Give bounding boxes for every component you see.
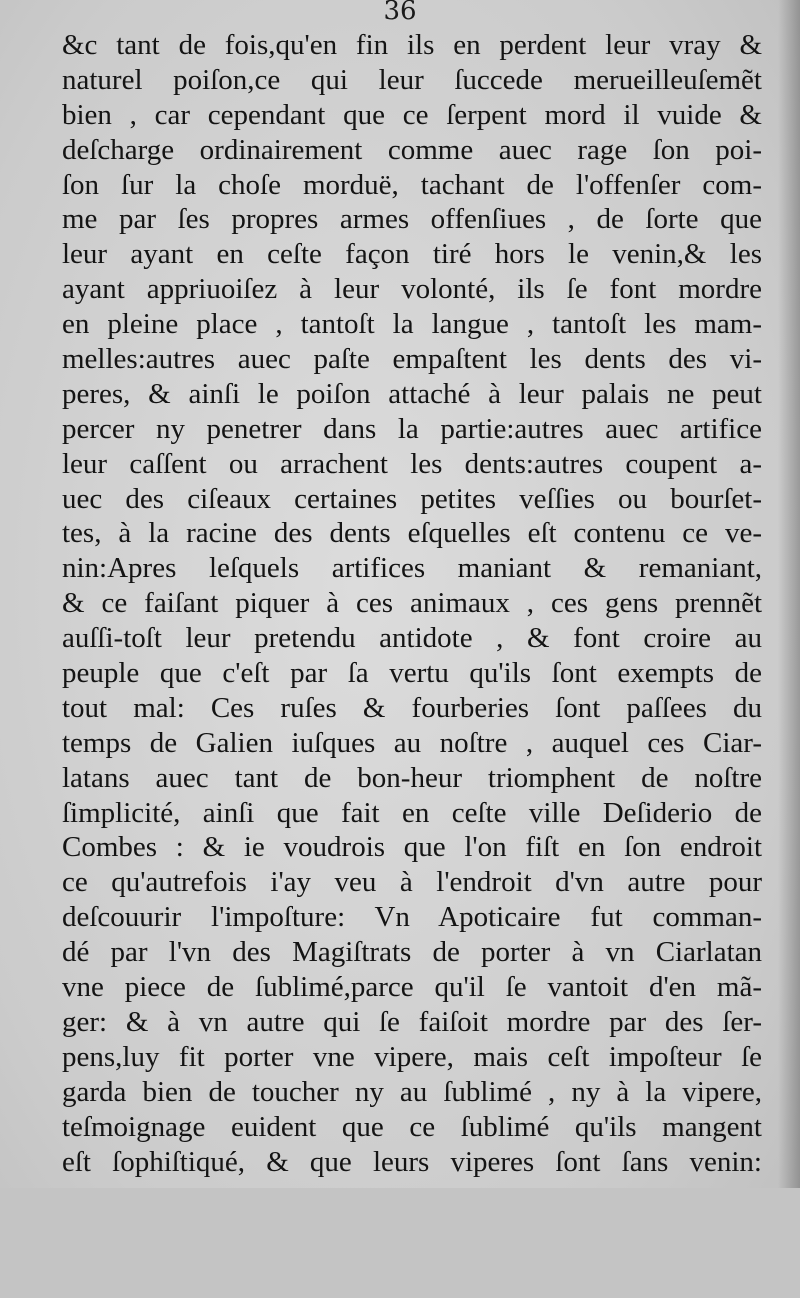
text-line: deſcouurir l'impoſture: Vn Apoticaire fut comman- xyxy=(62,901,762,934)
text-line: & ce faiſant piquer à ces animaux , ces gens prennẽt xyxy=(62,587,762,620)
text-line: teſmoignage euident que ce ſublimé qu'ils mangent xyxy=(62,1110,762,1143)
text-line: eſt ſophiſtiqué, & que leurs viperes ſont ſans venin: xyxy=(62,1145,762,1178)
text-line: latans auec tant de bon-heur triomphent de noſtre xyxy=(62,761,762,794)
text-line: en pleine place , tantoſt la langue , tantoſt les mam- xyxy=(62,308,762,341)
text-line: peres, & ainſi le poiſon attaché à leur palais ne peut xyxy=(62,377,762,410)
page-shadow-edge xyxy=(778,0,800,1298)
text-line: dé par l'vn des Magiſtrats de porter à vn Ciarlatan xyxy=(62,936,762,969)
text-line: percer ny penetrer dans la partie:autres auec artifice xyxy=(62,412,762,445)
text-line: auſſi-toſt leur pretendu antidote , & font croire au xyxy=(62,622,762,655)
text-line: garda bien de toucher ny au ſublimé , ny à la vipere, xyxy=(62,1075,762,1108)
page-bottom-margin xyxy=(0,1188,800,1298)
text-line: ayant appriuoiſez à leur volonté, ils ſe font mordre xyxy=(62,273,762,306)
text-line: peuple que c'eſt par ſa vertu qu'ils ſont exempts de xyxy=(62,657,762,690)
text-line: nin:Apres leſquels artifices maniant & remaniant, xyxy=(62,552,762,585)
text-line: &c tant de fois,qu'en fin ils en perdent leur vray & xyxy=(62,29,762,61)
text-line: ce qu'autrefois i'ay veu à l'endroit d'vn autre pour xyxy=(62,866,762,899)
text-line: leur ayant en ceſte façon tiré hors le venin,& les xyxy=(62,238,762,271)
text-line: leur caſſent ou arrachent les dents:autres coupent a- xyxy=(62,447,762,480)
text-line: ſon ſur la choſe morduë, tachant de l'offenſer com- xyxy=(62,168,762,201)
text-line: uec des ciſeaux certaines petites veſſies ou bourſet- xyxy=(62,482,762,515)
text-line: tes, à la racine des dents eſquelles eſt contenu ce ve- xyxy=(62,517,762,550)
text-line: vne piece de ſublimé,parce qu'il ſe vantoit d'en mã- xyxy=(62,971,762,1004)
text-line: temps de Galien iuſques au noſtre , auquel ces Ciar- xyxy=(62,726,762,759)
text-line: pens,luy fit porter vne vipere, mais ceſt impoſteur ſe xyxy=(62,1040,762,1073)
body-text xyxy=(62,28,762,1179)
text-line: deſcharge ordinairement comme auec rage ſon poi- xyxy=(62,133,762,166)
text-line: melles:autres auec paſte empaſtent les dents des vi- xyxy=(62,343,762,376)
text-line: naturel poiſon,ce qui leur ſuccede merueilleuſemẽt xyxy=(62,63,762,96)
text-line: me par ſes propres armes offenſiues , de ſorte que xyxy=(62,203,762,236)
text-line: Combes : & ie voudrois que l'on fiſt en ſon endroit xyxy=(62,831,762,864)
text-line: tout mal: Ces ruſes & fourberies ſont paſſees du xyxy=(62,691,762,724)
text-line: ſimplicité, ainſi que fait en ceſte ville Deſiderio de xyxy=(62,796,762,829)
page-number: 36 xyxy=(383,0,417,26)
text-line: ger: & à vn autre qui ſe faiſoit mordre par des ſer- xyxy=(62,1005,762,1038)
text-line: bien , car cependant que ce ſerpent mord il vuide & xyxy=(62,98,762,131)
